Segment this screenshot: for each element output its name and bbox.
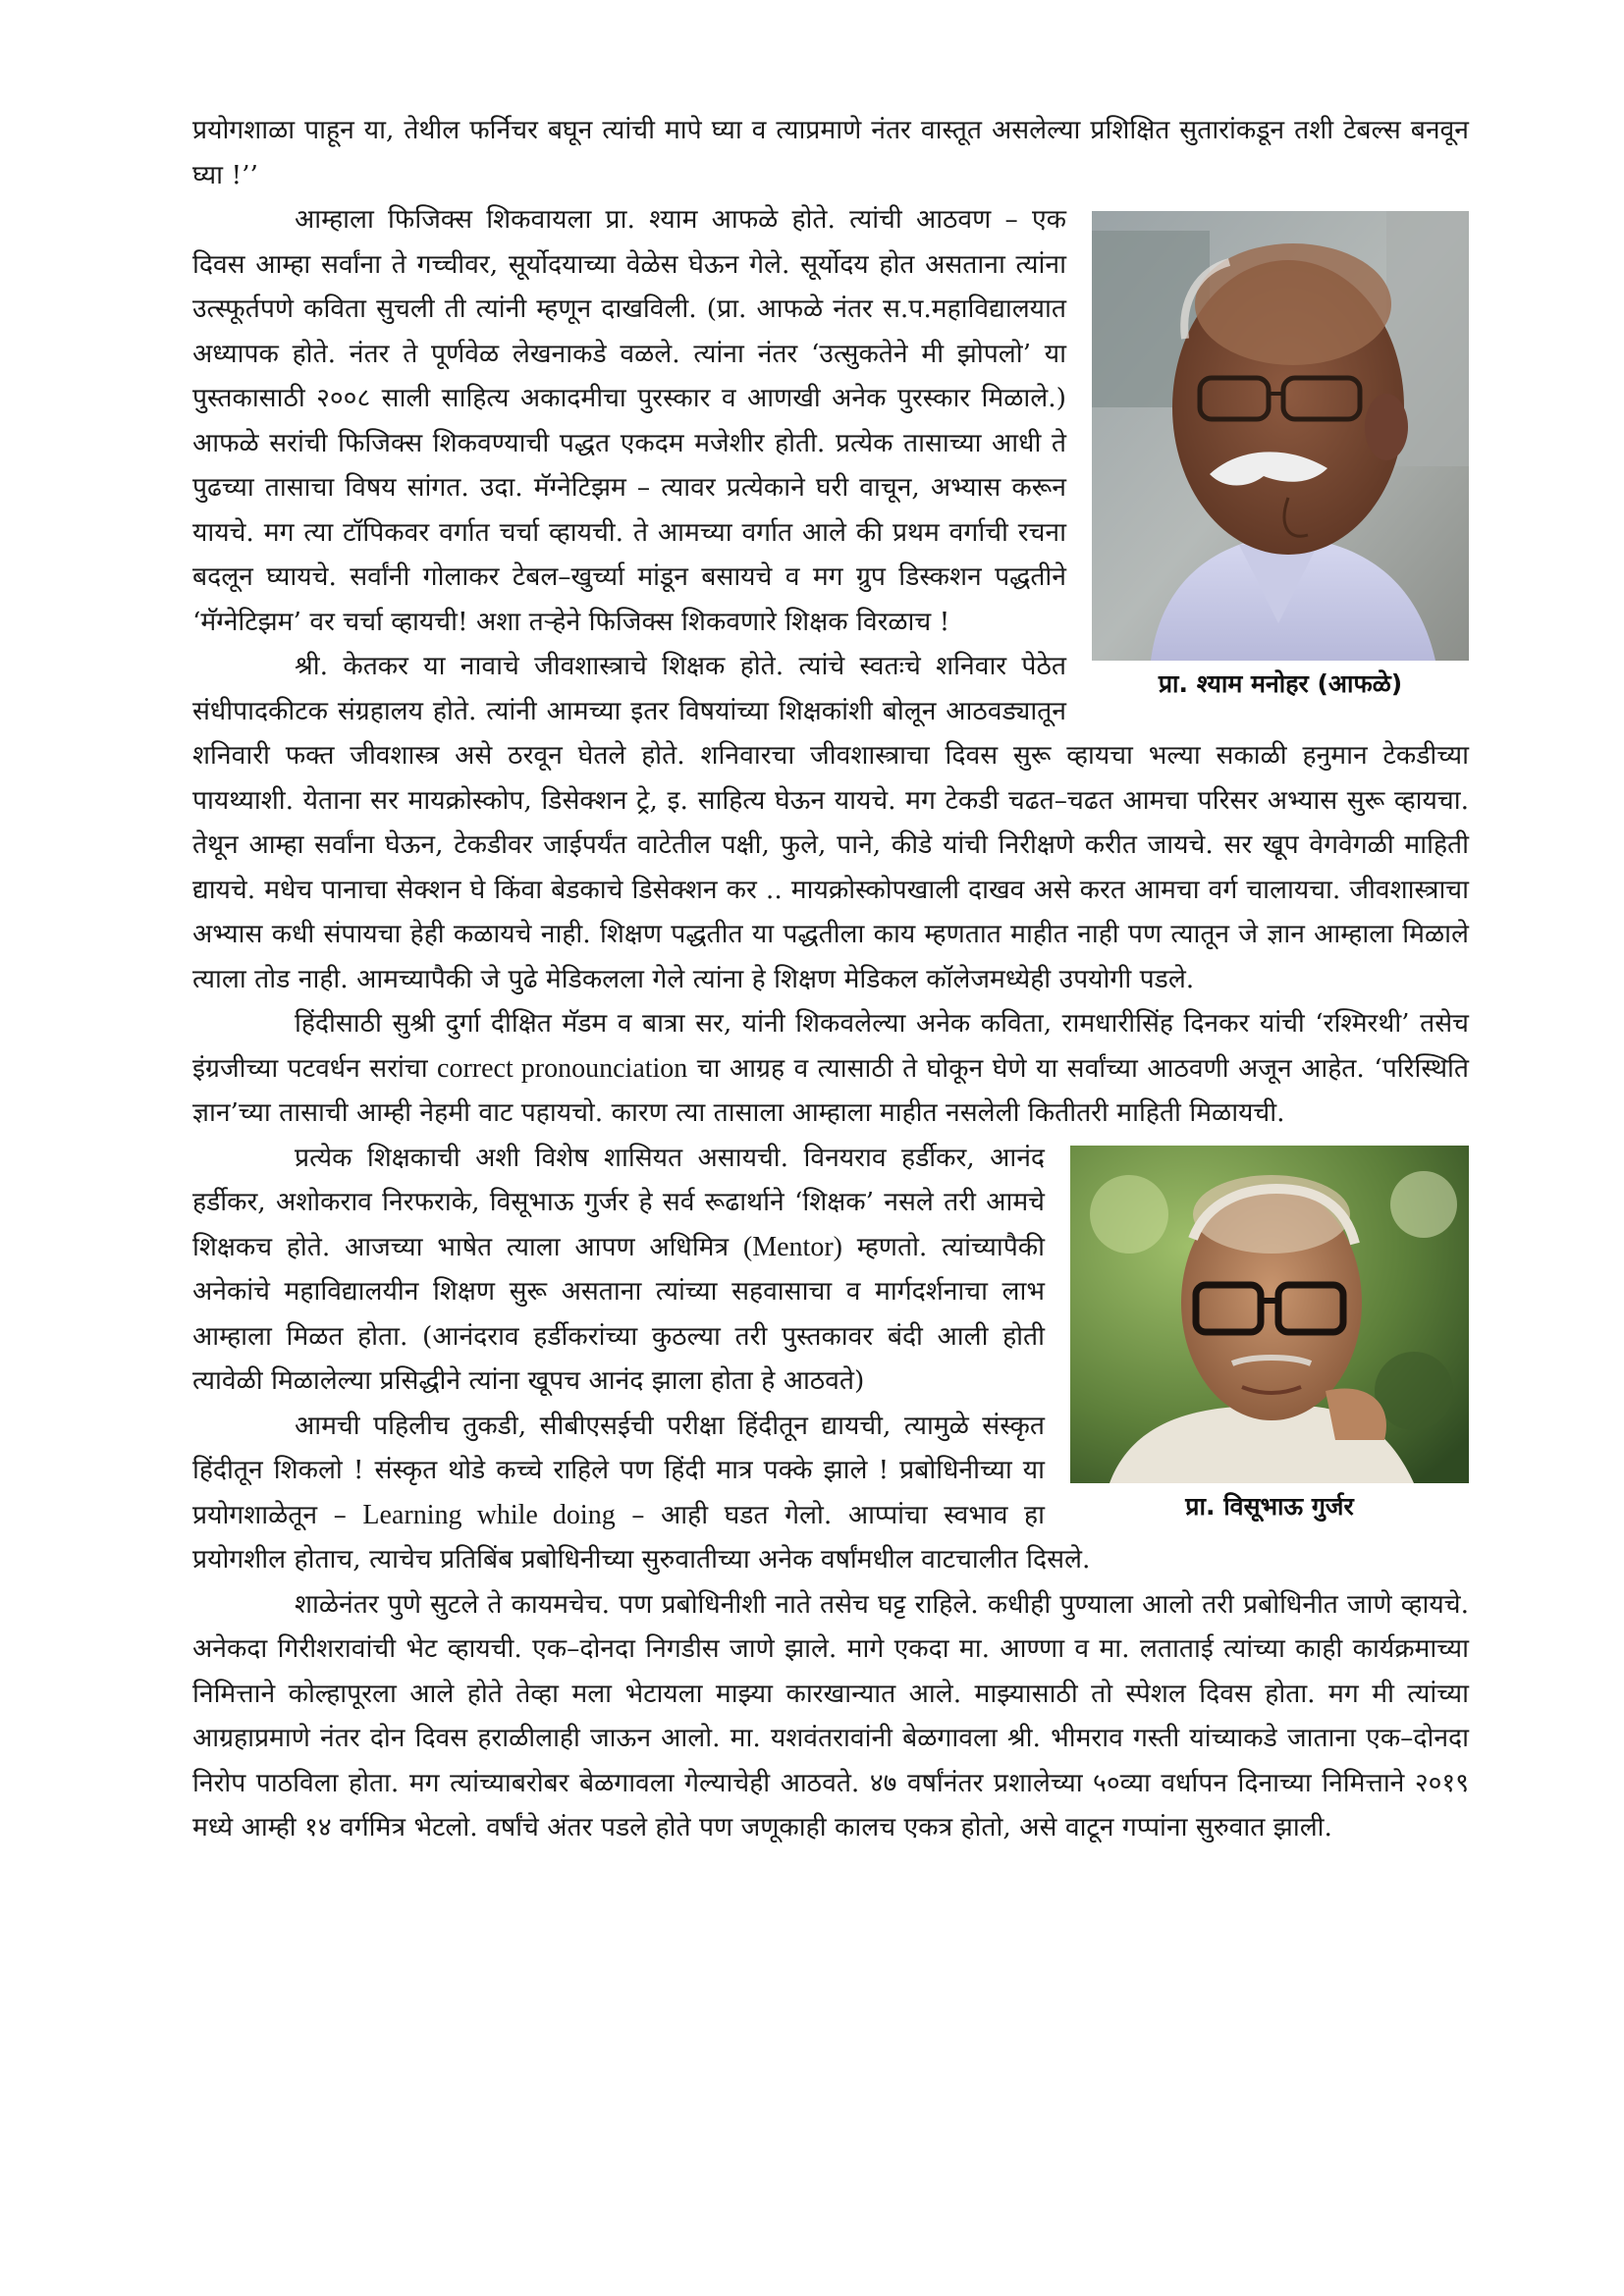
paragraph-5-text-a: आमची पहिलीच तुकडी, सीबीएसईची परीक्षा हिंदीतून द्यायची, त्यामुळे संस्कृत हिंदीतून शिकलो ! संस्कृत थोडे कच्चे राहिले पण हिंदी मात्र पक्के झाले ! प्रबोधिनीच्या या प्रयोगशाळेतून – (192, 1410, 1045, 1530)
photo-figure-gurjar (1070, 1146, 1469, 1524)
portrait-gurjar-image (1070, 1146, 1469, 1483)
article-body (192, 108, 1469, 1850)
paragraph-3-text-a: हिंदीसाठी सुश्री दुर्गा दीक्षित मॅडम व बात्रा सर, यांनी शिकवलेल्या अनेक कविता, रामधारीसिंह दिनकर यांची ‘रश्मिरथी’ तसेच इंग्रजीच्या पटवर्धन सरांचा (192, 1008, 1469, 1084)
paragraph-3 (192, 1001, 1469, 1136)
paragraph-4-mentor-word: (Mentor) (742, 1231, 842, 1262)
figure-caption-gurjar: प्रा. विसूभाऊ गुर्जर (1185, 1491, 1354, 1521)
paragraph-2: श्री. केतकर या नावाचे जीवशास्त्राचे शिक्षक होते. त्यांचे स्वतःचे शनिवार पेठेत संधीपादकीटक संग्रहालय होते. त्यांनी आमच्या इतर विषयांच्या शिक्षकांशी बोलून आठवड्यातून शनिवारी फक्त जीवशास्त्र असे ठरवून घेतले होते. शनिवारचा जीवशास्त्राचा दिवस सुरू व्हायचा भल्या सकाळी हनुमान टेकडीच्या पायथ्याशी. येताना सर मायक्रोस्कोप, डिसेक्शन ट्रे, इ. साहित्य घेऊन यायचे. मग टेकडी चढत–चढत आमचा परिसर अभ्यास सुरू व्हायचा. तेथून आम्हा सर्वांना घेऊन, टेकडीवर जाईपर्यंत वाटेतील पक्षी, फुले, पाने, कीडे यांची निरीक्षणे करीत जायचे. सर खूप वेगवेगळी माहिती द्यायचे. मधेच पानाचा सेक्शन घे किंवा बेडकाचे डिसेक्शन कर .. मायक्रोस्कोपखाली दाखव असे करत आमचा वर्ग चालायचा. जीवशास्त्राचा अभ्यास कधी संपायचा हेही कळायचे नाही. शिक्षण पद्धतीत या पद्धतीला काय म्हणतात माहीत नाही पण त्यातून जे ज्ञान आम्हाला मिळाले त्याला तोड नाही. आमच्यापैकी जे पुढे मेडिकलला गेले त्यांना हे शिक्षण मेडिकल कॉलेजमध्येही उपयोगी पडले. (192, 651, 1469, 994)
paragraph-3-text-c: चा आग्रह व त्यासाठी ते घोकून घेणे या सर्वांच्या आठवणी अजून आहेत. ‘परिस्थिति ज्ञान’च्या तासाची आम्ही नेहमी वाट पहायचो. कारण त्या तासाला आम्हाला माहीत नसलेली कितीतरी माहिती मिळायची. (192, 1052, 1469, 1128)
paragraph-5-english-phrase: Learning while doing (362, 1499, 616, 1530)
paragraph-3-english-phrase: correct pronounciation (437, 1052, 688, 1084)
paragraph-4-text-c: म्हणतो. त्यांच्यापैकी अनेकांचे महाविद्यालयीन शिक्षण सुरू असताना त्यांच्या सहवासाचा व मार्गदर्शनाचा लाभ आम्हाला मिळत होता. (आनंदराव हर्डीकरांच्या कुठल्या तरी पुस्तकावर बंदी आली होती त्यावेळी मिळालेल्या प्रसिद्धीने त्यांना खूपच आनंद झाला होता हे आठवते) (192, 1231, 1046, 1396)
paragraph-0: प्रयोगशाळा पाहून या, तेथील फर्निचर बघून त्यांची मापे घ्या व त्याप्रमाणे नंतर वास्तूत असलेल्या प्रशिक्षित सुतारांकडून तशी टेबल्स बनवून घ्या !’’ (192, 115, 1469, 190)
paragraph-4-text-a: प्रत्येक शिक्षकाची अशी विशेष शासियत असायची. विनयराव हर्डीकर, आनंद हर्डीकर, अशोकराव निरफराके, विसूभाऊ गुर्जर हे सर्व रूढार्थाने ‘शिक्षक’ नसले तरी आमचे शिक्षकच होते. आजच्या भाषेत त्याला आपण अधिमित्र (192, 1142, 1045, 1262)
portrait-aphale-image (1092, 211, 1469, 661)
paragraph-5-text-c: – आही घडत गेलो. आप्पांचा स्वभाव हा प्रयोगशील होताच, त्याचेच प्रतिबिंब प्रबोधिनीच्या सुरुवातीच्या अनेक वर्षांमधील वाटचालीत दिसले. (192, 1499, 1091, 1575)
paragraph-6: शाळेनंतर पुणे सुटले ते कायमचेच. पण प्रबोधिनीशी नाते तसेच घट्ट राहिले. कधीही पुण्याला आलो तरी प्रबोधिनीत जाणे व्हायचे. अनेकदा गिरीशरावांची भेट व्हायची. एक–दोनदा निगडीस जाणे झाले. मागे एकदा मा. आण्णा व मा. लताताई त्यांच्या काही कार्यक्रमाच्या निमित्ताने कोल्हापूरला आले होते तेव्हा मला भेटायला माझ्या कारखान्यात आले. माझ्यासाठी तो स्पेशल दिवस होता. मग मी त्यांच्या आग्रहाप्रमाणे नंतर दोन दिवस हराळीलाही जाऊन आलो. मा. यशवंतरावांनी बेळगावला श्री. भीमराव गस्ती यांच्याकडे जाताना एक–दोनदा निरोप पाठविला होता. मग त्यांच्याबरोबर बेळगावला गेल्याचेही आठवते. ४७ वर्षांनंतर प्रशालेच्या ५०व्या वर्धापन दिनाच्या निमित्ताने २०१९ मध्ये आम्ही १४ वर्गमित्र भेटलो. वर्षांचे अंतर पडले होते पण जणूकाही कालच एकत्र होतो, असे वाटून गप्पांना सुरुवात झाली. (192, 1588, 1469, 1842)
portrait-photo-gurjar (1070, 1146, 1469, 1483)
paragraph-1: आम्हाला फिजिक्स शिकवायला प्रा. श्याम आफळे होते. त्यांची आठवण – एक दिवस आम्हा सर्वांना ते गच्चीवर, सूर्योदयाच्या वेळेस घेऊन गेले. सूर्योदय होत असताना त्यांना उत्स्फूर्तपणे कविता सुचली ती त्यांनी म्हणून दाखविली. (प्रा. आफळे नंतर स.प.महाविद्यालयात अध्यापक होते. नंतर ते पूर्णवेळ लेखनाकडे वळले. त्यांना नंतर ‘उत्सुकतेने मी झोपलो’ या पुस्तकासाठी २००८ साली साहित्य अकादमीचा पुरस्कार व आणखी अनेक पुरस्कार मिळाले.) आफळे सरांची फिजिक्स शिकवण्याची पद्धत एकदम मजेशीर होती. प्रत्येक तासाच्या आधी ते पुढच्या तासाचा विषय सांगत. उदा. मॅग्नेटिझम – त्यावर प्रत्येकाने घरी वाचून, अभ्यास करून यायचे. मग त्या टॉपिकवर वर्गात चर्चा व्हायची. ते आमच्या वर्गात आले की प्रथम वर्गाची रचना बदलून घ्यायचे. सर्वांनी गोलाकर टेबल–खुर्च्या मांडून बसायचे व मग ग्रुप डिस्कशन पद्धतीने ‘मॅग्नेटिझम’ वर चर्चा व्हायची! अशा तऱ्हेने फिजिक्स शिकवणारे शिक्षक विरळाच ! (192, 204, 1066, 637)
photo-figure-aphale (1092, 211, 1469, 702)
figure-caption-aphale: प्रा. श्याम मनोहर (आफळे) (1158, 669, 1403, 698)
portrait-photo-aphale (1092, 211, 1469, 661)
